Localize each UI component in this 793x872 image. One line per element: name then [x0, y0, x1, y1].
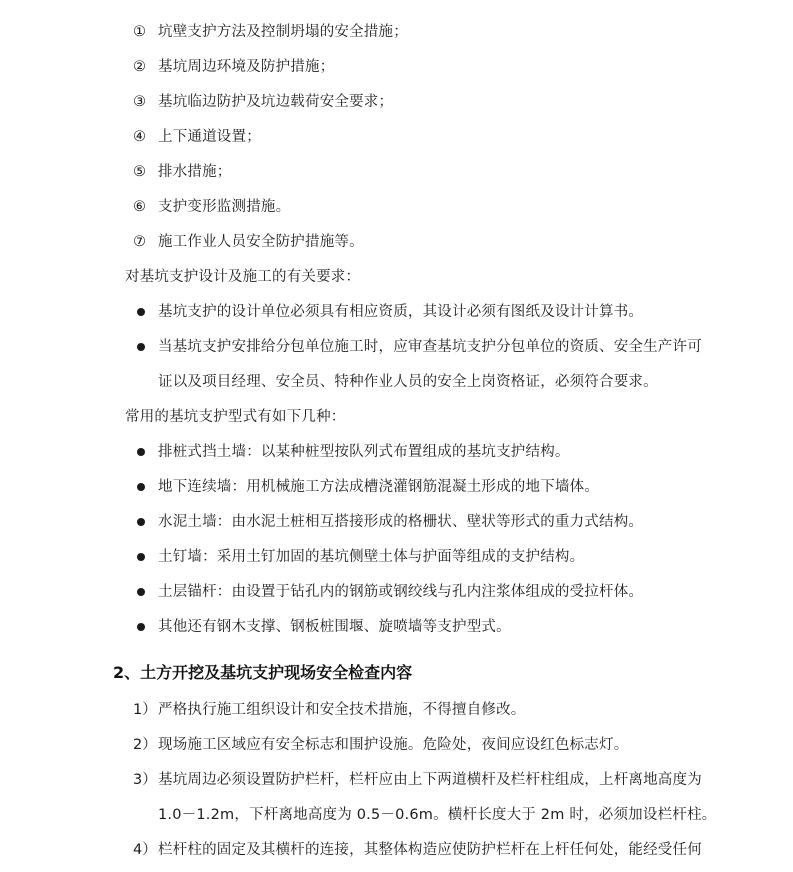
bullet-icon — [137, 588, 145, 596]
bullet-icon — [137, 448, 145, 456]
section-heading: 2、土方开挖及基坑支护现场安全检查内容 — [113, 663, 413, 682]
list-item: 排桩式挡土墙：以某种桩型按队列式布置组成的基坑支护结构。 — [158, 444, 570, 460]
list-marker: ⑤ — [133, 164, 146, 180]
list-item: 施工作业人员安全防护措施等。 — [158, 234, 364, 250]
list-marker: ② — [133, 59, 146, 75]
list-item: 基坑支护的设计单位必须具有相应资质，其设计必须有图纸及设计计算书。 — [158, 304, 644, 320]
list-marker: ① — [133, 24, 146, 40]
bullet-icon — [137, 623, 145, 631]
list-marker: ⑦ — [133, 234, 146, 250]
list-item-continuation: 证以及项目经理、安全员、特种作业人员的安全上岗资格证，必须符合要求。 — [158, 374, 658, 390]
list-item: 上下通道设置； — [158, 129, 261, 145]
bullet-icon — [137, 343, 145, 351]
list-marker: 4） — [133, 842, 157, 858]
list-marker: ⑥ — [133, 199, 146, 215]
requirements-intro: 对基坑支护设计及施工的有关要求： — [125, 269, 361, 285]
bullet-icon — [137, 308, 145, 316]
list-item: 严格执行施工组织设计和安全技术措施，不得擅自修改。 — [158, 702, 526, 718]
list-item: 其他还有钢木支撑、钢板桩围堰、旋喷墙等支护型式。 — [158, 619, 511, 635]
list-item: 地下连续墙：用机械施工方法成槽浇灌钢筋混凝土形成的地下墙体。 — [158, 479, 599, 495]
list-item: 基坑周边环境及防护措施； — [158, 59, 335, 75]
list-item: 栏杆柱的固定及其横杆的连接，其整体构造应使防护栏杆在上杆任何处，能经受任何 — [158, 842, 702, 858]
list-item-continuation: 1.0－1.2m，下杆离地高度为 0.5－0.6m。横杆长度大于 2m 时，必须加设栏杆柱。 — [158, 807, 717, 823]
bullet-icon — [137, 518, 145, 526]
list-item: 土层锚杆：由设置于钻孔内的钢筋或钢绞线与孔内注浆体组成的受拉杆体。 — [158, 584, 644, 600]
list-item: 现场施工区域应有安全标志和围护设施。危险处，夜间应设红色标志灯。 — [158, 737, 629, 753]
list-item: 土钉墙：采用土钉加固的基坑侧壁土体与护面等组成的支护结构。 — [158, 549, 585, 565]
list-item: 排水措施； — [158, 164, 232, 180]
types-intro: 常用的基坑支护型式有如下几种： — [125, 409, 346, 425]
list-item: 坑壁支护方法及控制坍塌的安全措施； — [158, 24, 408, 40]
list-item: 当基坑支护安排给分包单位施工时，应审查基坑支护分包单位的资质、安全生产许可 — [158, 339, 702, 355]
list-item: 基坑临边防护及坑边载荷安全要求； — [158, 94, 394, 110]
list-marker: 1） — [133, 702, 157, 718]
list-item: 水泥土墙：由水泥土桩相互搭接形成的格栅状、壁状等形式的重力式结构。 — [158, 514, 644, 530]
list-item: 支护变形监测措施。 — [158, 199, 291, 215]
list-item: 基坑周边必须设置防护栏杆，栏杆应由上下两道横杆及栏杆柱组成，上杆离地高度为 — [158, 772, 702, 788]
list-marker: 2） — [133, 737, 157, 753]
list-marker: ④ — [133, 129, 146, 145]
list-marker: ③ — [133, 94, 146, 110]
list-marker: 3） — [133, 772, 157, 788]
bullet-icon — [137, 553, 145, 561]
bullet-icon — [137, 483, 145, 491]
